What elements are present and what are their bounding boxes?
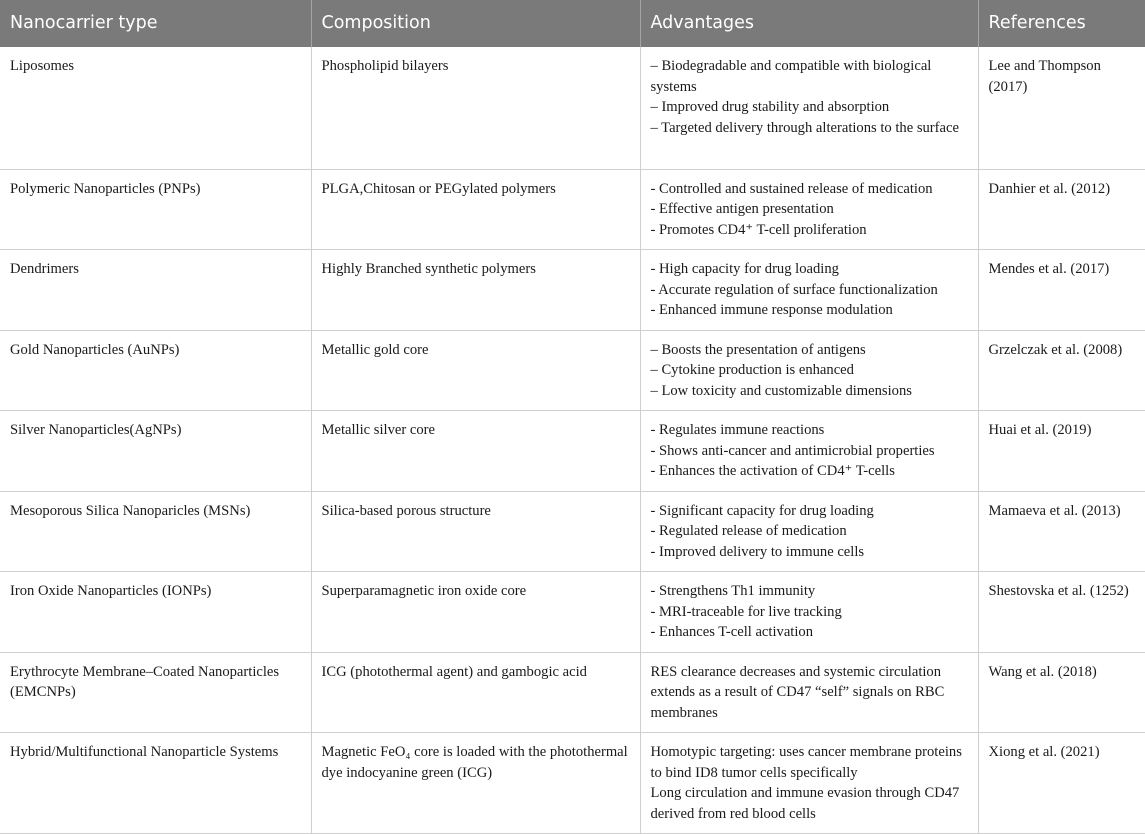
cell-type: Hybrid/Multifunctional Nanoparticle Systems [0,733,311,834]
advantage-item: – Targeted delivery through alterations to the surface [650,119,959,136]
advantage-item: – Cytokine production is enhanced [650,362,854,378]
table-row [0,250,1145,331]
cell-reference: Huai et al. (2019) [978,411,1145,492]
cell-advantages [640,250,978,331]
cell-type: Gold Nanoparticles (AuNPs) [0,330,311,411]
cell-advantages [640,572,978,653]
cell-type: Silver Nanoparticles(AgNPs) [0,411,311,492]
cell-type: Dendrimers [0,250,311,331]
advantage-item: - Shows anti-cancer and antimicrobial properties [650,442,935,459]
table-body [0,47,1145,834]
cell-advantages [640,652,978,733]
cell-composition: Metallic gold core [311,330,640,411]
table-row [0,652,1145,733]
table-row [0,169,1145,250]
cell-advantages [640,411,978,492]
advantage-item: RES clearance decreases and systemic circulation extends as a result of CD47 “self” signals on RBC membranes [650,663,945,721]
header-row [0,0,1145,47]
table-row [0,491,1145,572]
header-advantages: Advantages [640,0,978,47]
cell-type: Iron Oxide Nanoparticles (IONPs) [0,572,311,653]
cell-reference: Mamaeva et al. (2013) [978,491,1145,572]
table-header [0,0,1145,47]
advantage-item: - High capacity for drug loading [650,261,839,277]
cell-advantages [640,491,978,572]
advantage-item: - Regulates immune reactions [650,422,825,438]
advantage-item: - Strengthens Th1 immunity [650,583,816,599]
cell-type: Liposomes [0,47,311,169]
advantage-item: – Boosts the presentation of antigens [650,341,866,358]
cell-composition: Silica-based porous structure [311,491,640,572]
cell-composition: PLGA,Chitosan or PEGylated polymers [311,169,640,250]
cell-advantages [640,169,978,250]
advantage-item: - Enhances the activation of CD4⁺ T-cells [650,463,895,479]
advantage-item: - Enhances T-cell activation [650,624,813,640]
cell-advantages [640,47,978,169]
table-row [0,47,1145,169]
cell-reference: Danhier et al. (2012) [978,169,1145,250]
advantage-item: – Low toxicity and customizable dimensions [650,382,912,399]
advantage-item: - MRI-traceable for live tracking [650,603,842,620]
header-composition: Composition [311,0,640,47]
cell-composition: Metallic silver core [311,411,640,492]
advantage-item: Homotypic targeting: uses cancer membrane proteins to bind ID8 tumor cells specifically [650,744,962,781]
cell-reference: Wang et al. (2018) [978,652,1145,733]
cell-composition: Highly Branched synthetic polymers [311,250,640,331]
cell-composition: Superparamagnetic iron oxide core [311,572,640,653]
advantage-item: Long circulation and immune evasion through CD47 derived from red blood cells [650,785,960,822]
cell-type: Erythrocyte Membrane–Coated Nanoparticles (EMCNPs) [0,652,311,733]
advantage-item: - Effective antigen presentation [650,201,834,217]
cell-advantages [640,330,978,411]
table-row [0,330,1145,411]
advantage-item: – Improved drug stability and absorption [650,99,890,115]
table-row [0,572,1145,653]
advantage-item: – Biodegradable and compatible with biological systems [650,58,932,95]
cell-reference: Mendes et al. (2017) [978,250,1145,331]
header-references: References [978,0,1145,47]
advantage-item: - Controlled and sustained release of medication [650,180,933,197]
advantage-item: - Regulated release of medication [650,523,847,539]
cell-type: Polymeric Nanoparticles (PNPs) [0,169,311,250]
cell-advantages [640,733,978,834]
advantage-item: - Significant capacity for drug loading [650,502,874,519]
cell-composition: Magnetic FeO₄ core is loaded with the photothermal dye indocyanine green (ICG) [311,733,640,834]
cell-reference: Grzelczak et al. (2008) [978,330,1145,411]
advantage-item: - Accurate regulation of surface functionalization [650,281,938,298]
header-nanocarrier-type: Nanocarrier type [0,0,311,47]
cell-reference: Lee and Thompson (2017) [978,47,1145,169]
advantage-item: - Promotes CD4⁺ T-cell proliferation [650,221,867,238]
table-row [0,733,1145,834]
advantage-item: - Improved delivery to immune cells [650,543,865,560]
table-row [0,411,1145,492]
cell-reference: Xiong et al. (2021) [978,733,1145,834]
cell-composition: Phospholipid bilayers [311,47,640,169]
cell-reference: Shestovska et al. (1252) [978,572,1145,653]
advantage-item: - Enhanced immune response modulation [650,302,893,318]
cell-type: Mesoporous Silica Nanoparicles (MSNs) [0,491,311,572]
cell-composition: ICG (photothermal agent) and gambogic acid [311,652,640,733]
